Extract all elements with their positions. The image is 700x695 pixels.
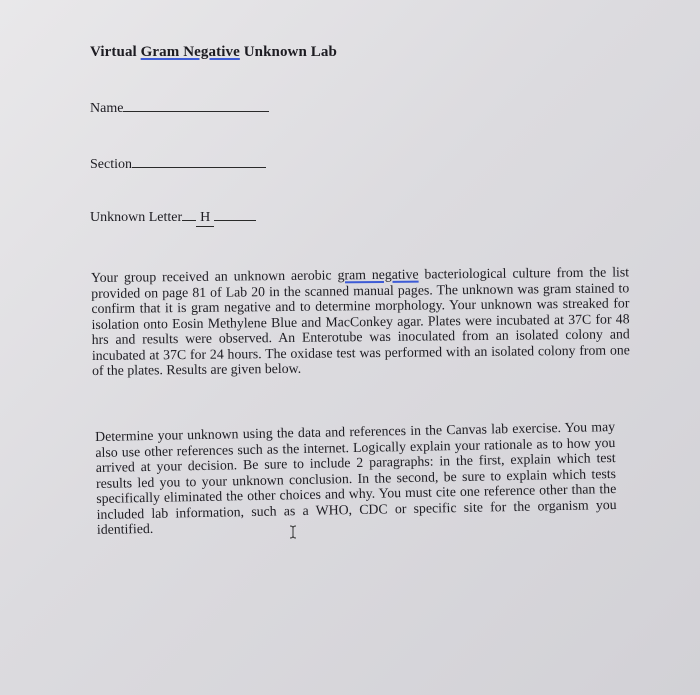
section-field [90, 157, 266, 173]
unknown-letter-line-right [214, 210, 256, 221]
title-suffix: Unknown Lab [239, 44, 337, 60]
instructions-paragraph-1 [91, 264, 630, 378]
page-title [90, 44, 337, 61]
name-field [90, 101, 269, 117]
p1-text-after: bacteriological culture from the list provided on page 81 of Lab 20 in the scanned manual pages. The unknown was gram stained to confirm that it is gram negative and to determine morphology. Your unknown was streaked for isolation onto Eosin Methylene Blue and MacConkey agar. Plates were incubated at 37C for 48 hrs and results were observed. An Enterotube was inoculated from an isolated colony and incubated at 37C for 24 hours. The oxidase test was performed with an isolated colony from one of the plates. Results are given below. [91, 264, 630, 378]
name-blank-line [123, 101, 269, 112]
gram-negative-term: gram negative [337, 266, 419, 283]
unknown-letter-field [90, 210, 256, 227]
name-label: Name [90, 101, 124, 116]
unknown-letter-label: Unknown Letter [90, 210, 183, 225]
title-underlined-term: Gram Negative [140, 44, 240, 60]
section-label: Section [90, 157, 132, 172]
instructions-paragraph-2: Determine your unknown using the data and references in the Canvas lab exercise. You may also use other references such as the internet. Logically explain your rationale as to how you arrived at your decision. Be sure to include 2 paragraphs: in the first, explain which test results led you to your unknown conclusion. In the second, be sure to explain which tests specifically eliminated the other choices and why. You must cite one reference other than the included lab information, such as a WHO, CDC or specific site for the organism you identified. [95, 419, 617, 537]
text-cursor-icon [289, 525, 297, 539]
unknown-letter-value: H [196, 210, 214, 227]
unknown-letter-line-left [182, 210, 196, 221]
title-prefix: Virtual [90, 44, 141, 60]
p1-text-before: Your group received an unknown aerobic [91, 267, 338, 285]
section-blank-line [132, 157, 266, 168]
